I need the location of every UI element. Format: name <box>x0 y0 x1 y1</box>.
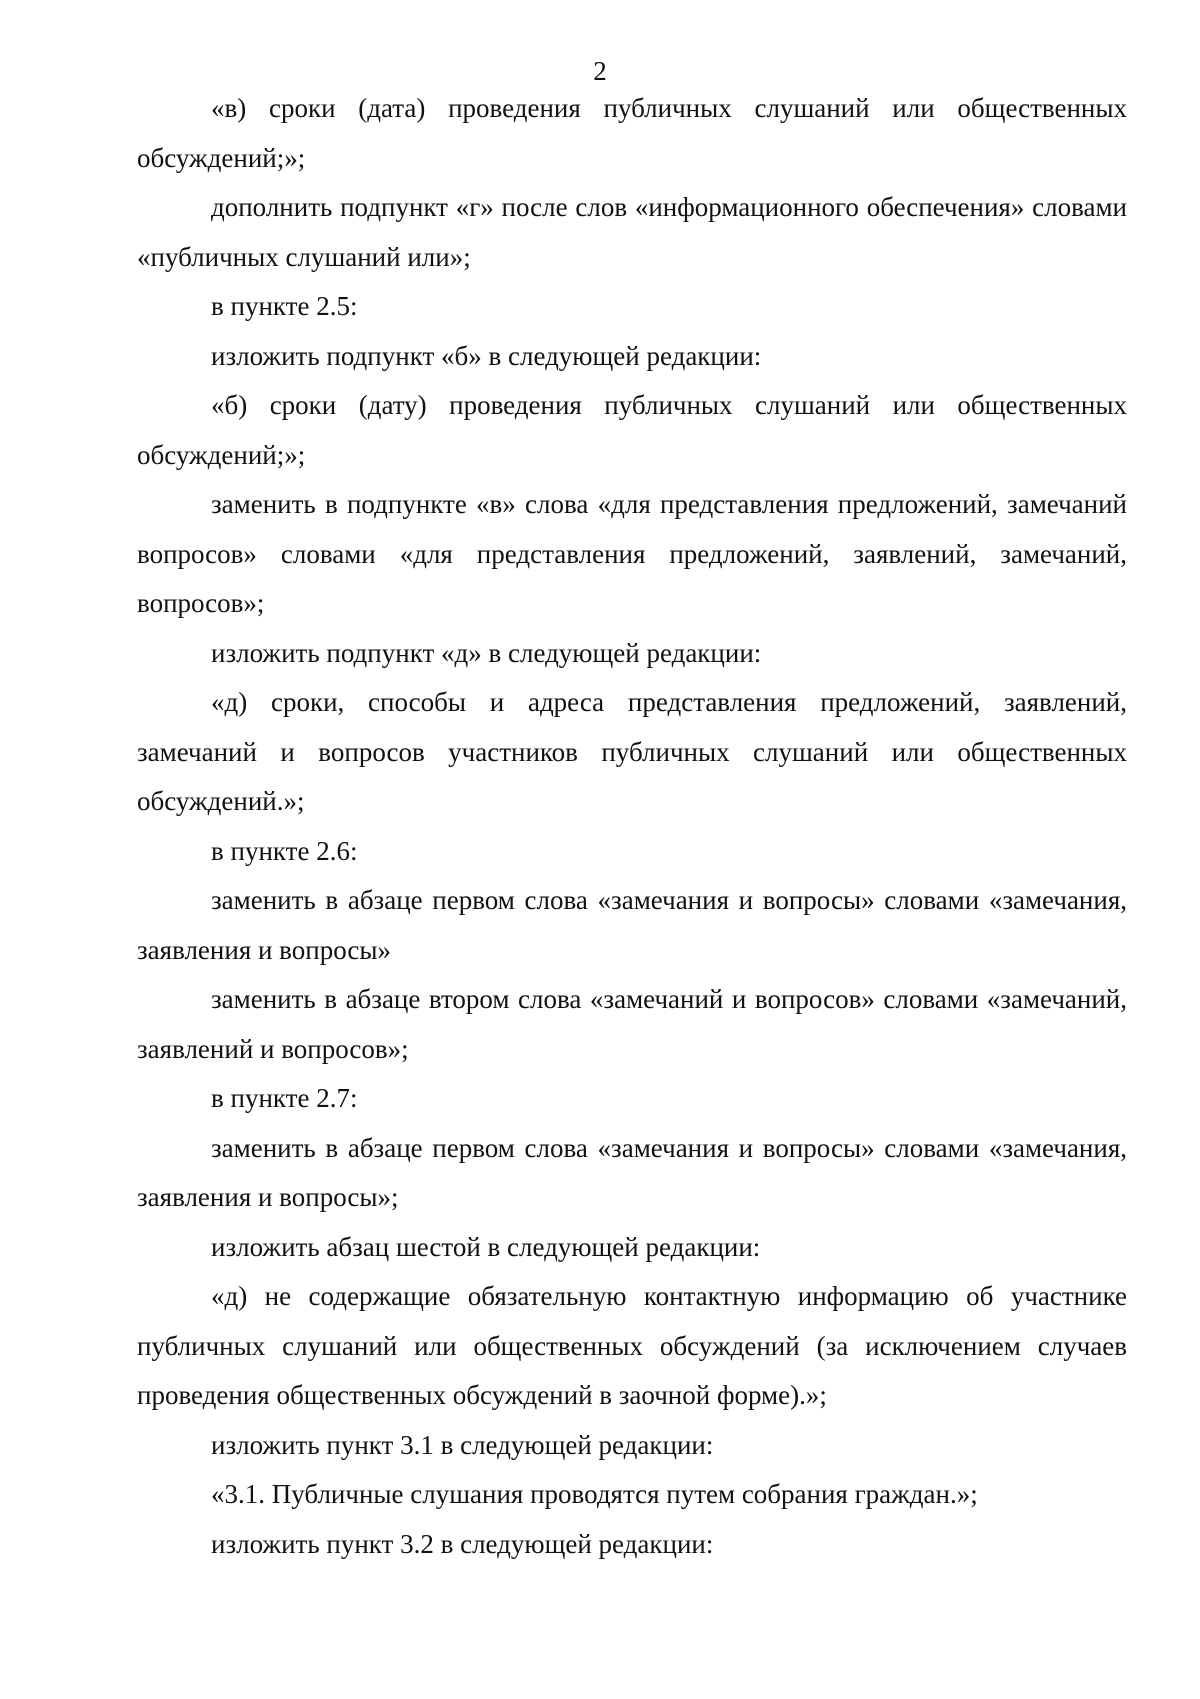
paragraph-5: «б) сроки (дату) проведения публичных слушаний или общественных обсуждений;»; <box>137 390 1127 470</box>
paragraph-12: в пункте 2.7: <box>211 1083 358 1113</box>
document-body <box>137 84 1127 1569</box>
paragraph-11: заменить в абзаце втором слова «замечаний и вопросов» словами «замечаний, заявлений и вопросов»; <box>137 984 1127 1064</box>
paragraph-3: в пункте 2.5: <box>211 291 358 321</box>
paragraph-6: заменить в подпункте «в» слова «для представления предложений, замечаний вопросов» словами «для представления предложений, заявлений, замечаний, вопросов»; <box>137 489 1127 618</box>
paragraph-1: «в) сроки (дата) проведения публичных слушаний или общественных обсуждений;»; <box>137 93 1127 173</box>
paragraph-16: изложить пункт 3.1 в следующей редакции: <box>211 1429 714 1460</box>
paragraph-13: заменить в абзаце первом слова «замечания и вопросы» словами «замечания, заявления и вопросы»; <box>137 1132 1127 1212</box>
paragraph-4: изложить подпункт «б» в следующей редакции: <box>211 340 762 371</box>
paragraph-15: «д) не содержащие обязательную контактную информацию об участнике публичных слушаний или общественных обсуждений (за исключением случаев проведения общественных обсуждений в заочной форме).»; <box>137 1281 1127 1410</box>
paragraph-10: заменить в абзаце первом слова «замечания и вопросы» словами «замечания, заявления и вопросы» <box>137 885 1127 965</box>
page-number: 2 <box>593 56 607 86</box>
paragraph-8: «д) сроки, способы и адреса представления предложений, заявлений, замечаний и вопросов участников публичных слушаний или общественных обсуждений.»; <box>137 687 1127 816</box>
paragraph-17: «3.1. Публичные слушания проводятся путем собрания граждан.»; <box>211 1479 978 1509</box>
paragraph-9: в пункте 2.6: <box>211 835 358 866</box>
paragraph-7: изложить подпункт «д» в следующей редакции: <box>211 637 762 668</box>
paragraph-14: изложить абзац шестой в следующей редакции: <box>211 1231 761 1262</box>
paragraph-18: изложить пункт 3.2 в следующей редакции: <box>211 1528 714 1559</box>
paragraph-2: дополнить подпункт «г» после слов «информационного обеспечения» словами «публичных слушаний или»; <box>137 192 1127 272</box>
